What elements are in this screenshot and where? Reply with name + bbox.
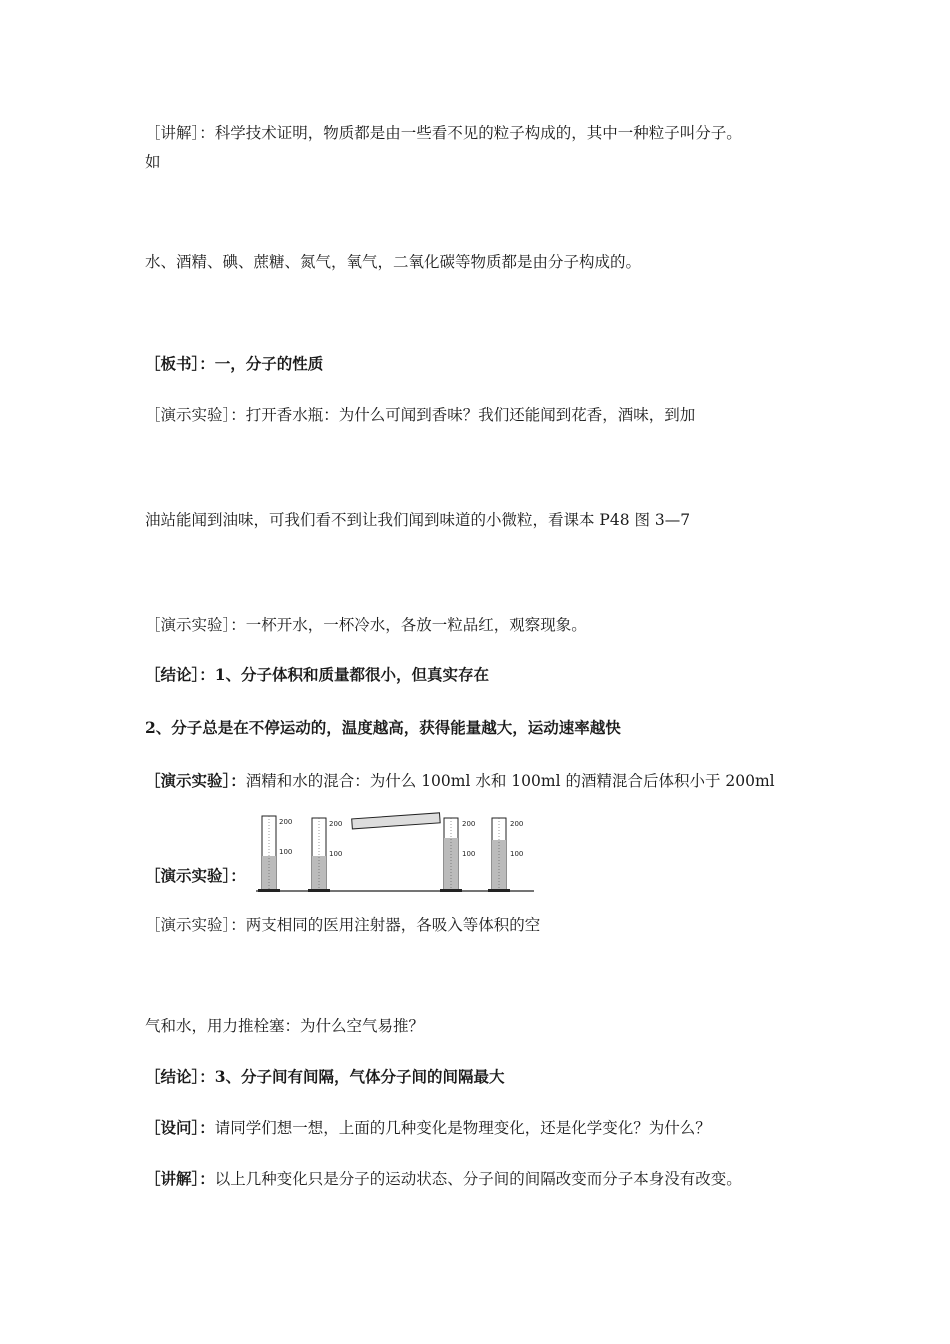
cylinder-label-200: 200 — [279, 818, 293, 826]
line-text: 如 — [145, 153, 161, 171]
tag-explanation: ［讲解］： — [145, 1169, 215, 1188]
line-demo-perfume — [145, 404, 695, 426]
cylinder-4 — [488, 818, 523, 892]
tag-question: ［设问］： — [145, 1118, 215, 1137]
line-gas-station — [145, 509, 690, 531]
tag-conclusion: ［结论］： — [145, 665, 215, 684]
line-text: 1、分子体积和质量都很小，但真实存在 — [214, 665, 490, 684]
cylinder-label-200: 200 — [510, 820, 524, 828]
graduated-cylinders-figure — [254, 810, 536, 898]
line-text: 一，分子的性质 — [214, 354, 324, 373]
line-demo-syringe — [145, 914, 540, 936]
line-conclusion-1 — [145, 664, 489, 686]
line-demo-mixing — [145, 770, 775, 792]
cylinder-label-100: 100 — [329, 850, 343, 858]
line-board-title — [145, 353, 323, 375]
line-text: 以上几种变化只是分子的运动状态、分子间的间隔改变而分子本身没有改变。 — [214, 1170, 742, 1188]
cylinder-1 — [258, 816, 292, 892]
line-text: 一杯开水，一杯冷水，各放一粒品红，观察现象。 — [245, 616, 587, 634]
line-text: 酒精和水的混合：为什么 100ml 水和 100ml 的酒精混合后体积小于 200ml — [245, 772, 775, 790]
cylinder-3 — [440, 818, 475, 892]
tag-demo: ［演示实验］： — [145, 866, 246, 885]
line-question — [145, 1117, 711, 1139]
line-demo-figure — [145, 865, 246, 887]
tag-board: ［板书］： — [145, 354, 215, 373]
tag-demo: ［演示实验］： — [145, 916, 246, 934]
tag-demo: ［演示实验］： — [145, 771, 246, 790]
cylinder-label-100: 100 — [279, 848, 293, 856]
tag-demo: ［演示实验］： — [145, 406, 246, 424]
cylinder-label-100: 100 — [510, 850, 524, 858]
line-text: 油站能闻到油味，可我们看不到让我们闻到味道的小微粒，看课本 P48 图 3—7 — [145, 511, 691, 529]
line-text: 2、分子总是在不停运动的，温度越高，获得能量越大，运动速率越快 — [145, 718, 621, 737]
line-text: 3、分子间有间隔，气体分子间的间隔最大 — [214, 1067, 505, 1086]
line-text: 水、酒精、碘、蔗糖、氮气，氧气，二氧化碳等物质都是由分子构成的。 — [145, 253, 642, 271]
line-text: 打开香水瓶：为什么可闻到香味？我们还能闻到花香，酒味，到加 — [245, 406, 696, 424]
line-text: 两支相同的医用注射器，各吸入等体积的空 — [245, 916, 541, 934]
line-text: 请同学们想一想，上面的几种变化是物理变化，还是化学变化？为什么？ — [214, 1119, 711, 1137]
cylinder-label-200: 200 — [329, 820, 343, 828]
line-conclusion-2 — [145, 717, 621, 739]
line-conclusion-3 — [145, 1066, 505, 1088]
pouring-cylinder — [352, 813, 440, 829]
cylinder-label-200: 200 — [462, 820, 476, 828]
line-substances — [145, 251, 641, 273]
line-explanation-1 — [145, 122, 742, 144]
line-demo-water — [145, 614, 587, 636]
line-text: 气和水，用力推栓塞：为什么空气易推？ — [145, 1017, 425, 1035]
cylinder-label-100: 100 — [462, 850, 476, 858]
tag-demo: ［演示实验］： — [145, 616, 246, 634]
line-explanation-2 — [145, 1168, 742, 1190]
line-air-water — [145, 1015, 424, 1037]
tag-conclusion: ［结论］： — [145, 1067, 215, 1086]
line-text: 科学技术证明，物质都是由一些看不见的粒子构成的，其中一种粒子叫分子。 — [214, 124, 742, 142]
line-continuation-1 — [145, 151, 161, 173]
cylinder-2 — [308, 818, 342, 892]
tag-explanation: ［讲解］： — [145, 124, 215, 142]
